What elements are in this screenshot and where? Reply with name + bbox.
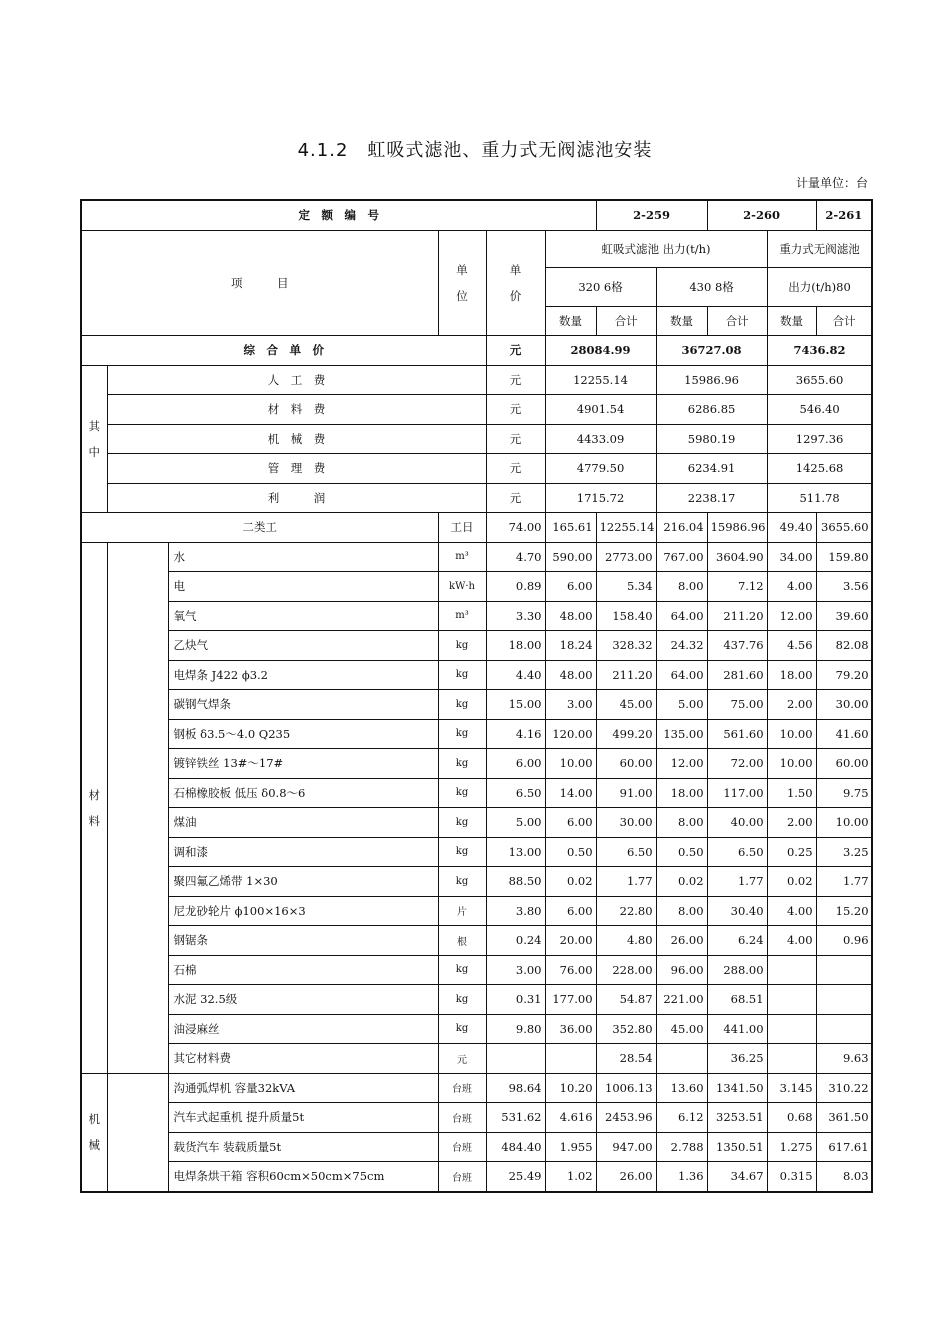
material-row-cell: 211.20: [596, 660, 656, 690]
material-row-cell: 0.02: [545, 867, 596, 897]
material-row-cell: 135.00: [656, 719, 707, 749]
cost-item-value: 12255.14: [545, 365, 656, 395]
code-2-259: 2-259: [596, 200, 707, 230]
machine-row-cell: 617.61: [816, 1132, 872, 1162]
material-row-cell: 18.00: [767, 660, 816, 690]
material-row-cell: 10.00: [545, 749, 596, 779]
material-row-cell: 159.80: [816, 542, 872, 572]
material-row-price: 0.31: [486, 985, 545, 1015]
material-row: [81, 542, 872, 572]
material-row-price: 6.50: [486, 778, 545, 808]
composite-value: 7436.82: [767, 336, 872, 366]
machine-row-cell: 34.67: [707, 1162, 767, 1192]
material-row-cell: 96.00: [656, 955, 707, 985]
material-row-cell: [767, 985, 816, 1015]
material-row-cell: 22.80: [596, 896, 656, 926]
material-row-cell: [767, 1014, 816, 1044]
material-row-cell: 8.00: [656, 896, 707, 926]
spec-2-259: 320 6格: [545, 267, 656, 306]
material-row-cell: 54.87: [596, 985, 656, 1015]
machine-row-group-label: 机 械: [81, 1073, 107, 1192]
machine-row-unit: 台班: [438, 1103, 486, 1133]
material-row-cell: 4.00: [767, 896, 816, 926]
machine-row-cell: 1.275: [767, 1132, 816, 1162]
material-row-cell: 1.77: [596, 867, 656, 897]
material-row-cell: 10.00: [767, 749, 816, 779]
material-row-unit: kg: [438, 837, 486, 867]
material-row-name: 氧气: [168, 601, 438, 631]
material-row-cell: 8.00: [656, 572, 707, 602]
material-row: [81, 985, 872, 1015]
machine-row-cell: 2.788: [656, 1132, 707, 1162]
material-row-unit: kg: [438, 719, 486, 749]
composite-value: 36727.08: [656, 336, 767, 366]
material-row-name: 其它材料费: [168, 1044, 438, 1074]
material-row-cell: 1.77: [816, 867, 872, 897]
material-row-cell: [816, 1014, 872, 1044]
material-row-cell: 41.60: [816, 719, 872, 749]
cost-item-value: 15986.96: [656, 365, 767, 395]
cost-item-value: 5980.19: [656, 424, 767, 454]
material-row-name: 煤油: [168, 808, 438, 838]
material-row-cell: 72.00: [707, 749, 767, 779]
material-row-unit: kg: [438, 749, 486, 779]
material-row-cell: 64.00: [656, 660, 707, 690]
material-row-cell: 288.00: [707, 955, 767, 985]
material-row-cell: 12.00: [656, 749, 707, 779]
material-row-price: 88.50: [486, 867, 545, 897]
material-row-name: 碳钢气焊条: [168, 690, 438, 720]
material-row-cell: 76.00: [545, 955, 596, 985]
material-row-cell: 6.00: [545, 572, 596, 602]
material-row-cell: 352.80: [596, 1014, 656, 1044]
material-row-cell: 9.75: [816, 778, 872, 808]
material-row: [81, 926, 872, 956]
material-row-price: 15.00: [486, 690, 545, 720]
material-row-cell: 6.50: [596, 837, 656, 867]
material-row-cell: 4.56: [767, 631, 816, 661]
cost-item-unit: 元: [486, 424, 545, 454]
material-row-cell: 39.60: [816, 601, 872, 631]
machine-row-cell: 6.12: [656, 1103, 707, 1133]
cost-item-value: 6234.91: [656, 454, 767, 484]
material-row-cell: 177.00: [545, 985, 596, 1015]
code-row: [81, 200, 872, 230]
cost-item-unit: 元: [486, 483, 545, 513]
material-row-unit: kg: [438, 808, 486, 838]
material-row-name: 钢锯条: [168, 926, 438, 956]
cost-item-value: 3655.60: [767, 365, 872, 395]
labor-price: 74.00: [486, 513, 545, 543]
material-row-price: 3.00: [486, 955, 545, 985]
material-row-name: 水: [168, 542, 438, 572]
material-row-cell: 5.34: [596, 572, 656, 602]
labor-label: 二类工: [81, 513, 438, 543]
total-header: 合计: [816, 306, 872, 336]
machine-row: [81, 1162, 872, 1192]
material-row-cell: 30.00: [816, 690, 872, 720]
machine-row-cell: 0.315: [767, 1162, 816, 1192]
measurement-unit-note: 计量单位：台: [795, 176, 868, 190]
material-row-cell: 117.00: [707, 778, 767, 808]
material-row-cell: 158.40: [596, 601, 656, 631]
material-row-name: 石棉橡胶板 低压 δ0.8～6: [168, 778, 438, 808]
material-row-unit: kg: [438, 778, 486, 808]
material-row-unit: 元: [438, 1044, 486, 1074]
material-row-cell: 36.25: [707, 1044, 767, 1074]
material-row-cell: 228.00: [596, 955, 656, 985]
cost-item-value: 2238.17: [656, 483, 767, 513]
material-row-cell: 1.50: [767, 778, 816, 808]
machine-row-price: 25.49: [486, 1162, 545, 1192]
machine-row-price: 484.40: [486, 1132, 545, 1162]
labor-cell: 49.40: [767, 513, 816, 543]
material-row-price: 4.40: [486, 660, 545, 690]
machine-row-cell: 947.00: [596, 1132, 656, 1162]
material-row-cell: 2773.00: [596, 542, 656, 572]
material-row-cell: 18.00: [656, 778, 707, 808]
material-row-cell: 45.00: [656, 1014, 707, 1044]
gravity-filter-header: 重力式无阀滤池: [767, 230, 872, 267]
material-row-cell: [816, 985, 872, 1015]
material-row-cell: 211.20: [707, 601, 767, 631]
material-row-cell: 767.00: [656, 542, 707, 572]
material-row-cell: 82.08: [816, 631, 872, 661]
material-row-cell: 40.00: [707, 808, 767, 838]
machine-row: [81, 1132, 872, 1162]
material-row-price: 5.00: [486, 808, 545, 838]
material-row-cell: 3.00: [545, 690, 596, 720]
material-row: [81, 601, 872, 631]
material-row-cell: 26.00: [656, 926, 707, 956]
material-row-price: 3.80: [486, 896, 545, 926]
labor-cell: 165.61: [545, 513, 596, 543]
machine-row-price: 98.64: [486, 1073, 545, 1103]
material-row: [81, 660, 872, 690]
material-row-price: 4.70: [486, 542, 545, 572]
material-row: [81, 1044, 872, 1074]
material-row-cell: 0.50: [656, 837, 707, 867]
material-row: [81, 837, 872, 867]
machine-row-cell: 1350.51: [707, 1132, 767, 1162]
cost-item-value: 546.40: [767, 395, 872, 425]
composite-unit: 元: [486, 336, 545, 366]
material-row-cell: 0.25: [767, 837, 816, 867]
machine-row-cell: 1.36: [656, 1162, 707, 1192]
machine-row-price: 531.62: [486, 1103, 545, 1133]
quota-table: [80, 199, 873, 1193]
material-row-cell: 30.40: [707, 896, 767, 926]
machine-row-name: 载货汽车 装载质量5t: [168, 1132, 438, 1162]
material-row-cell: [656, 1044, 707, 1074]
machine-row-cell: 8.03: [816, 1162, 872, 1192]
cost-breakdown-row: [81, 395, 872, 425]
machine-row-cell: 2453.96: [596, 1103, 656, 1133]
material-row-cell: 68.51: [707, 985, 767, 1015]
material-row-cell: 60.00: [816, 749, 872, 779]
machine-row-blank-column: [107, 1073, 168, 1192]
material-row-cell: 0.96: [816, 926, 872, 956]
cost-item-value: 6286.85: [656, 395, 767, 425]
material-row-unit: kg: [438, 690, 486, 720]
material-row-cell: 34.00: [767, 542, 816, 572]
machine-row: [81, 1073, 872, 1103]
material-row-name: 电: [168, 572, 438, 602]
item-header: 项 目: [81, 230, 438, 336]
machine-row-unit: 台班: [438, 1132, 486, 1162]
material-row-name: 调和漆: [168, 837, 438, 867]
material-row-cell: 2.00: [767, 808, 816, 838]
material-row-cell: 7.12: [707, 572, 767, 602]
material-row-name: 镀锌铁丝 13#～17#: [168, 749, 438, 779]
machine-row-cell: 13.60: [656, 1073, 707, 1103]
material-row-cell: 20.00: [545, 926, 596, 956]
material-row-name: 聚四氟乙烯带 1×30: [168, 867, 438, 897]
machine-row-cell: 361.50: [816, 1103, 872, 1133]
machine-row-unit: 台班: [438, 1073, 486, 1103]
material-row-unit: m³: [438, 601, 486, 631]
material-row-cell: 64.00: [656, 601, 707, 631]
breakdown-group-label: 其 中: [81, 365, 107, 513]
material-row-cell: 91.00: [596, 778, 656, 808]
labor-cell: 12255.14: [596, 513, 656, 543]
qty-header: 数量: [656, 306, 707, 336]
material-row-cell: 120.00: [545, 719, 596, 749]
material-row-group-label: 材 料: [81, 542, 107, 1073]
material-row-cell: 499.20: [596, 719, 656, 749]
material-row: [81, 867, 872, 897]
cost-item-value: 4779.50: [545, 454, 656, 484]
material-row-unit: 片: [438, 896, 486, 926]
material-row-cell: 328.32: [596, 631, 656, 661]
material-row-cell: [767, 1044, 816, 1074]
material-row-cell: 10.00: [816, 808, 872, 838]
material-row-cell: 24.32: [656, 631, 707, 661]
siphon-filter-header: 虹吸式滤池 出力(t/h): [545, 230, 767, 267]
material-row: [81, 1014, 872, 1044]
material-row: [81, 719, 872, 749]
cost-item-label: 材 料 费: [107, 395, 486, 425]
material-row-cell: 3.56: [816, 572, 872, 602]
material-row-cell: 437.76: [707, 631, 767, 661]
machine-row-cell: 3.145: [767, 1073, 816, 1103]
material-row-cell: 30.00: [596, 808, 656, 838]
machine-row-name: 电焊条烘干箱 容积60cm×50cm×75cm: [168, 1162, 438, 1192]
material-row-cell: 15.20: [816, 896, 872, 926]
material-row-cell: 590.00: [545, 542, 596, 572]
material-row-price: 13.00: [486, 837, 545, 867]
machine-row-cell: 10.20: [545, 1073, 596, 1103]
composite-value: 28084.99: [545, 336, 656, 366]
cost-item-label: 管 理 费: [107, 454, 486, 484]
material-row-cell: 3604.90: [707, 542, 767, 572]
material-row-unit: m³: [438, 542, 486, 572]
material-row-cell: 18.24: [545, 631, 596, 661]
material-row-unit: kg: [438, 1014, 486, 1044]
total-header: 合计: [596, 306, 656, 336]
machine-row-cell: 1006.13: [596, 1073, 656, 1103]
cost-item-unit: 元: [486, 395, 545, 425]
material-row-cell: 4.00: [767, 926, 816, 956]
material-row-price: 18.00: [486, 631, 545, 661]
machine-row-cell: 26.00: [596, 1162, 656, 1192]
material-row-cell: 79.20: [816, 660, 872, 690]
material-row-cell: 75.00: [707, 690, 767, 720]
material-row-cell: 6.00: [545, 808, 596, 838]
page-title: 4.1.2 虹吸式滤池、重力式无阀滤池安装: [297, 140, 653, 161]
machine-row-cell: 310.22: [816, 1073, 872, 1103]
cost-item-label: 人 工 费: [107, 365, 486, 395]
machine-row-unit: 台班: [438, 1162, 486, 1192]
material-row-price: 6.00: [486, 749, 545, 779]
material-row: [81, 690, 872, 720]
cost-breakdown-row: [81, 365, 872, 395]
machine-row-name: 汽车式起重机 提升质量5t: [168, 1103, 438, 1133]
material-row-unit: kg: [438, 867, 486, 897]
material-row-cell: 10.00: [767, 719, 816, 749]
cost-item-value: 511.78: [767, 483, 872, 513]
cost-item-value: 4901.54: [545, 395, 656, 425]
material-row-name: 石棉: [168, 955, 438, 985]
machine-row-name: 沟通弧焊机 容量32kVA: [168, 1073, 438, 1103]
material-row: [81, 808, 872, 838]
spec-2-260: 430 8格: [656, 267, 767, 306]
material-row-cell: 9.63: [816, 1044, 872, 1074]
material-row-cell: 48.00: [545, 660, 596, 690]
price-header: 单 价: [486, 230, 545, 336]
machine-row-cell: 0.68: [767, 1103, 816, 1133]
material-row-cell: 48.00: [545, 601, 596, 631]
cost-breakdown-row: [81, 424, 872, 454]
cost-item-unit: 元: [486, 454, 545, 484]
machine-row-cell: 1.02: [545, 1162, 596, 1192]
material-row-cell: [545, 1044, 596, 1074]
material-row-cell: 2.00: [767, 690, 816, 720]
material-row: [81, 631, 872, 661]
material-row: [81, 749, 872, 779]
material-row-price: 9.80: [486, 1014, 545, 1044]
material-row-cell: 8.00: [656, 808, 707, 838]
machine-row: [81, 1103, 872, 1133]
composite-label: 综 合 单 价: [81, 336, 486, 366]
material-row-cell: 28.54: [596, 1044, 656, 1074]
machine-row-cell: 3253.51: [707, 1103, 767, 1133]
material-row-cell: 0.02: [767, 867, 816, 897]
machine-row-cell: 1.955: [545, 1132, 596, 1162]
unit-header: 单 位: [438, 230, 486, 336]
material-row-cell: 0.50: [545, 837, 596, 867]
material-row-name: 油浸麻丝: [168, 1014, 438, 1044]
material-row-price: 3.30: [486, 601, 545, 631]
material-row-cell: 4.80: [596, 926, 656, 956]
labor-cell: 216.04: [656, 513, 707, 543]
material-row-name: 钢板 δ3.5～4.0 Q235: [168, 719, 438, 749]
material-row-cell: 6.00: [545, 896, 596, 926]
machine-row-cell: 4.616: [545, 1103, 596, 1133]
material-row-cell: [767, 955, 816, 985]
machine-row-cell: 1341.50: [707, 1073, 767, 1103]
header-row-1: [81, 230, 872, 267]
material-row-cell: 4.00: [767, 572, 816, 602]
cost-breakdown-row: [81, 454, 872, 484]
code-row-label: 定 额 编 号: [81, 200, 596, 230]
material-row-cell: 6.50: [707, 837, 767, 867]
material-row-cell: 1.77: [707, 867, 767, 897]
material-row-price: 0.24: [486, 926, 545, 956]
composite-price-row: [81, 336, 872, 366]
cost-item-value: 1297.36: [767, 424, 872, 454]
material-row-unit: kg: [438, 985, 486, 1015]
material-row-cell: 281.60: [707, 660, 767, 690]
material-row-cell: 3.25: [816, 837, 872, 867]
material-row: [81, 955, 872, 985]
cost-item-unit: 元: [486, 365, 545, 395]
material-row: [81, 572, 872, 602]
code-2-261: 2-261: [816, 200, 872, 230]
labor-unit: 工日: [438, 513, 486, 543]
material-row-cell: 441.00: [707, 1014, 767, 1044]
material-row-unit: 根: [438, 926, 486, 956]
material-row-unit: kg: [438, 660, 486, 690]
cost-item-value: 4433.09: [545, 424, 656, 454]
material-row-cell: 5.00: [656, 690, 707, 720]
spec-2-261: 出力(t/h)80: [767, 267, 872, 306]
material-row-cell: 6.24: [707, 926, 767, 956]
code-2-260: 2-260: [707, 200, 816, 230]
material-row-unit: kg: [438, 631, 486, 661]
material-row-cell: 12.00: [767, 601, 816, 631]
cost-item-label: 利 润: [107, 483, 486, 513]
material-row: [81, 896, 872, 926]
total-header: 合计: [707, 306, 767, 336]
cost-item-value: 1425.68: [767, 454, 872, 484]
material-row-name: 尼龙砂轮片 ϕ100×16×3: [168, 896, 438, 926]
qty-header: 数量: [545, 306, 596, 336]
labor-row: [81, 513, 872, 543]
material-row-cell: 561.60: [707, 719, 767, 749]
material-row-name: 水泥 32.5级: [168, 985, 438, 1015]
material-row-price: 4.16: [486, 719, 545, 749]
cost-item-value: 1715.72: [545, 483, 656, 513]
cost-breakdown-row: [81, 483, 872, 513]
material-row-unit: kW·h: [438, 572, 486, 602]
material-row-cell: 45.00: [596, 690, 656, 720]
qty-header: 数量: [767, 306, 816, 336]
material-row-price: [486, 1044, 545, 1074]
material-row-cell: 14.00: [545, 778, 596, 808]
labor-cell: 3655.60: [816, 513, 872, 543]
material-row-cell: 221.00: [656, 985, 707, 1015]
material-row-name: 电焊条 J422 ϕ3.2: [168, 660, 438, 690]
material-row: [81, 778, 872, 808]
material-row-price: 0.89: [486, 572, 545, 602]
material-row-cell: 60.00: [596, 749, 656, 779]
material-row-blank-column: [107, 542, 168, 1073]
material-row-cell: 0.02: [656, 867, 707, 897]
material-row-cell: [816, 955, 872, 985]
material-row-name: 乙炔气: [168, 631, 438, 661]
material-row-cell: 36.00: [545, 1014, 596, 1044]
labor-cell: 15986.96: [707, 513, 767, 543]
cost-item-label: 机 械 费: [107, 424, 486, 454]
material-row-unit: kg: [438, 955, 486, 985]
